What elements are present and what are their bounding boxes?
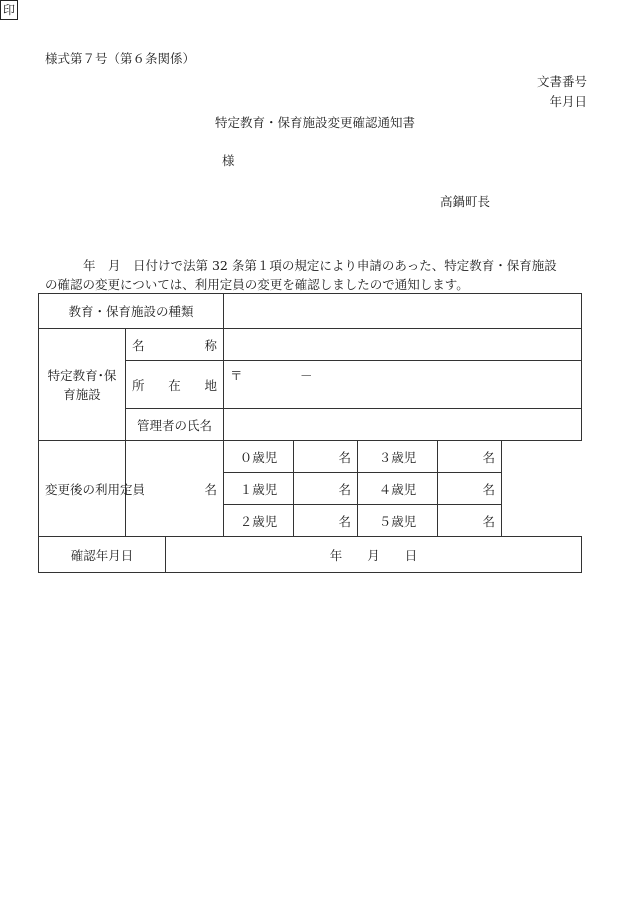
age-1-count[interactable]: 名 — [294, 473, 358, 505]
age-3-label: ３歳児 — [358, 441, 438, 473]
facility-type-label: 教育・保育施設の種類 — [39, 294, 224, 329]
body-text — [45, 256, 590, 294]
age-0-count[interactable]: 名 — [294, 441, 358, 473]
age-3-count[interactable]: 名 — [438, 441, 502, 473]
body-line-1: 年 月 日付けで法第 32 条第１項の規定により申請のあった、特定教育・保育施設 — [83, 258, 557, 273]
postal-mark: 〒 — [230, 368, 243, 383]
facility-group-label: 特定教育･保育施設 — [39, 329, 126, 441]
name-value[interactable] — [224, 329, 582, 361]
document-date-label: 年月日 — [549, 94, 587, 109]
location-label: 所 在 地 — [126, 361, 224, 409]
capacity-total[interactable]: 名 — [126, 441, 224, 537]
body-line-2: の確認の変更については、利用定員の変更を確認しましたので通知します。 — [45, 277, 469, 292]
capacity-label: 変更後の利用定員 — [39, 441, 126, 537]
facility-type-row — [39, 294, 582, 329]
age-5-count[interactable]: 名 — [438, 505, 502, 537]
name-label: 名 称 — [126, 329, 224, 361]
confirm-date-label: 確認年月日 — [39, 537, 166, 573]
confirm-date-row — [39, 537, 582, 573]
age-4-label: ４歳児 — [358, 473, 438, 505]
manager-label: 管理者の氏名 — [126, 409, 224, 441]
manager-value[interactable] — [224, 409, 582, 441]
issuer-name: 高鍋町長 — [440, 194, 491, 209]
age-4-count[interactable]: 名 — [438, 473, 502, 505]
age-5-label: ５歳児 — [358, 505, 438, 537]
confirm-date-value[interactable]: 年 月 日 — [166, 537, 582, 573]
capacity-row-0 — [39, 441, 582, 473]
document-number-label: 文書番号 — [536, 74, 587, 89]
form-number: 様式第７号（第６条関係） — [45, 51, 196, 66]
recipient-suffix: 様 — [222, 153, 235, 168]
age-1-label: １歳児 — [224, 473, 294, 505]
postal-dash: － — [300, 368, 313, 383]
location-value[interactable] — [224, 361, 582, 409]
facility-type-value[interactable] — [224, 294, 582, 329]
facility-change-table — [38, 293, 582, 573]
name-row — [39, 329, 582, 361]
age-0-label: ０歳児 — [224, 441, 294, 473]
age-2-count[interactable]: 名 — [294, 505, 358, 537]
seal-mark: 印 — [0, 0, 18, 20]
document-title: 特定教育・保育施設変更確認通知書 — [214, 115, 415, 130]
age-2-label: ２歳児 — [224, 505, 294, 537]
